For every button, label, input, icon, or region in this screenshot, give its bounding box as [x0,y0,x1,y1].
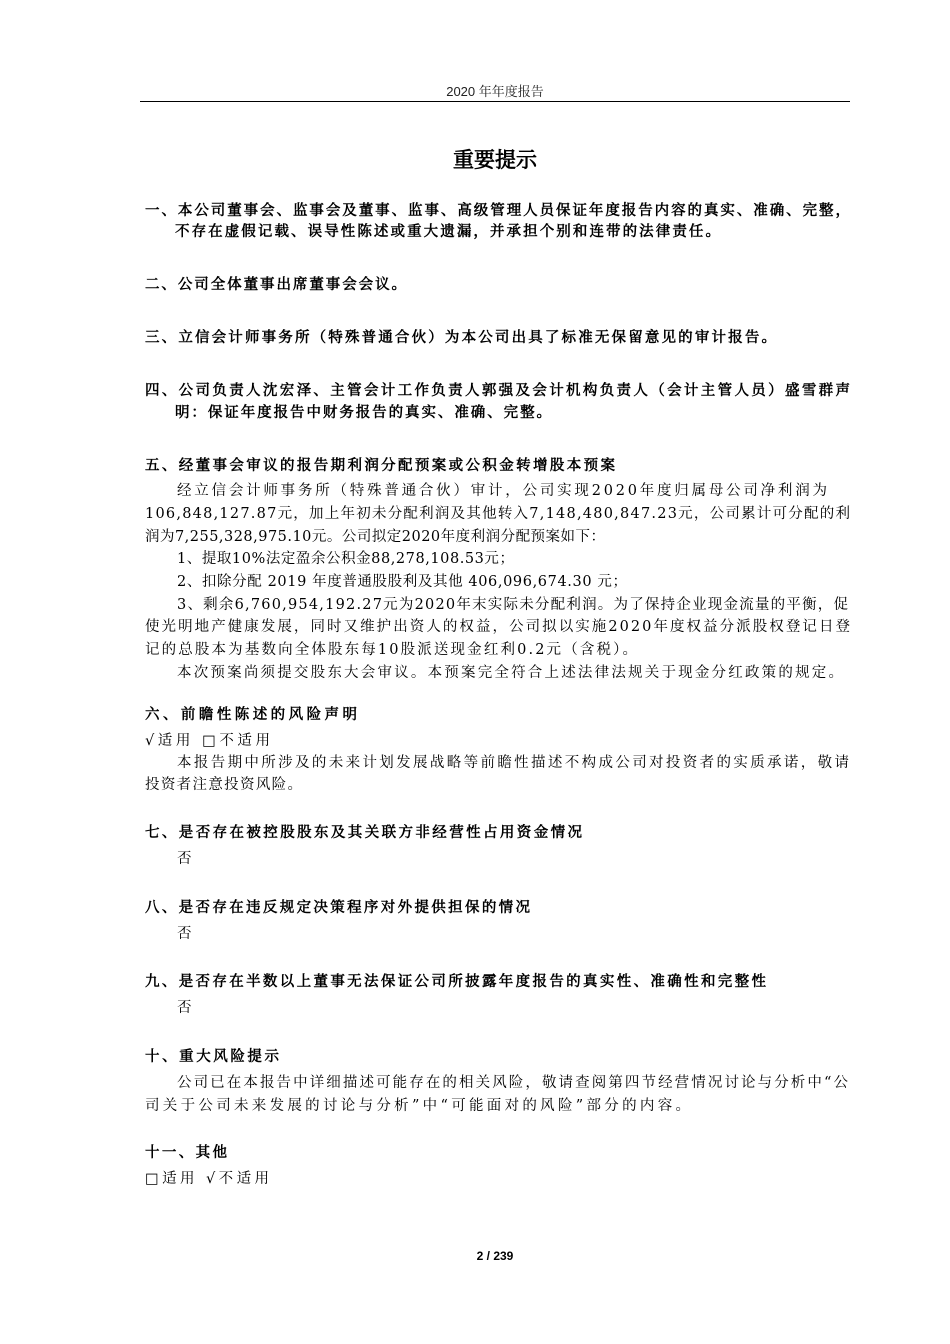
section-4-line-2: 明：保证年度报告中财务报告的真实、准确、完整。 [175,405,553,421]
section-9-answer: 否 [177,1000,192,1016]
section-5-para-line: 润为7,255,328,975.10元。公司拟定2020年度利润分配预案如下： [145,529,606,545]
section-6-para-line: 投资者注意投资风险。 [145,777,304,793]
section-5-para-line: 记的总股本为基数向全体股东每10股派送现金红利0.2元（含税）。 [145,642,640,658]
section-3-heading: 三、立信会计师事务所（特殊普通合伙）为本公司出具了标准无保留意见的审计报告。 [145,330,779,346]
section-5-para-line: 经立信会计师事务所（特殊普通合伙）审计，公司实现2020年度归属母公司净利润为 [177,483,830,499]
section-5-para-line: 本次预案尚须提交股东大会审议。本预案完全符合上述法律法规关于现金分红政策的规定。 [177,665,846,681]
page-title: 重要提示 [453,148,537,172]
applicability-status: √适用 □不适用 [145,733,274,749]
section-6-para-line: 本报告期中所涉及的未来计划发展战略等前瞻性描述不构成公司对投资者的实质承诺，敬请 [177,755,852,771]
section-8-answer: 否 [177,926,192,942]
section-11-heading: 十一、其他 [145,1145,230,1161]
section-8-heading: 八、是否存在违反规定决策程序对外提供担保的情况 [145,900,533,916]
section-7-answer: 否 [177,851,192,867]
section-1-line-1: 一、本公司董事会、监事会及董事、监事、高级管理人员保证年度报告内容的真实、准确、完整， [145,203,852,219]
header-divider [140,101,850,102]
applicability-status: □适用 √不适用 [145,1171,273,1187]
section-5-heading: 五、经董事会审议的报告期利润分配预案或公积金转增股本预案 [145,458,618,474]
section-5-item-3: 3、剩余6,760,954,192.27元为2020年末实际未分配利润。为了保持企业现金流量的平衡，促 [177,597,850,613]
section-5-item-1: 1、提取10%法定盈余公积金88,278,108.53元； [177,551,515,567]
page-number: 2 / 239 [476,1249,514,1263]
section-10-heading: 十、重大风险提示 [145,1049,282,1065]
section-7-heading: 七、是否存在被控股股东及其关联方非经营性占用资金情况 [145,825,585,841]
section-5-item-2: 2、扣除分配 2019 年度普通股股利及其他 406,096,674.30 元； [177,574,628,590]
section-6-heading: 六、前瞻性陈述的风险声明 [145,707,361,723]
header-title: 2020 年年度报告 [446,84,544,99]
section-1-line-2: 不存在虚假记载、误导性陈述或重大遗漏，并承担个别和连带的法律责任。 [175,224,723,240]
section-5-para-line: 106,848,127.87元，加上年初未分配利润及其他转入7,148,480,847.23元，公司累计可分配的利 [145,506,852,522]
section-10-para-line: 司关于公司未来发展的讨论与分析”中“可能面对的风险”部分的内容。 [145,1098,694,1114]
section-4-line-1: 四、公司负责人沈宏泽、主管会计工作负责人郭强及会计机构负责人（会计主管人员）盛雪群声 [145,383,853,399]
section-2-heading: 二、公司全体董事出席董事会会议。 [145,277,408,293]
section-10-para-line: 公司已在本报告中详细描述可能存在的相关风险，敬请查阅第四节经营情况讨论与分析中“公 [177,1075,851,1091]
section-9-heading: 九、是否存在半数以上董事无法保证公司所披露年度报告的真实性、准确性和完整性 [145,974,769,990]
section-5-para-line: 使光明地产健康发展，同时又维护出资人的权益，公司拟以实施2020年度权益分派股权登记日登 [145,619,853,635]
